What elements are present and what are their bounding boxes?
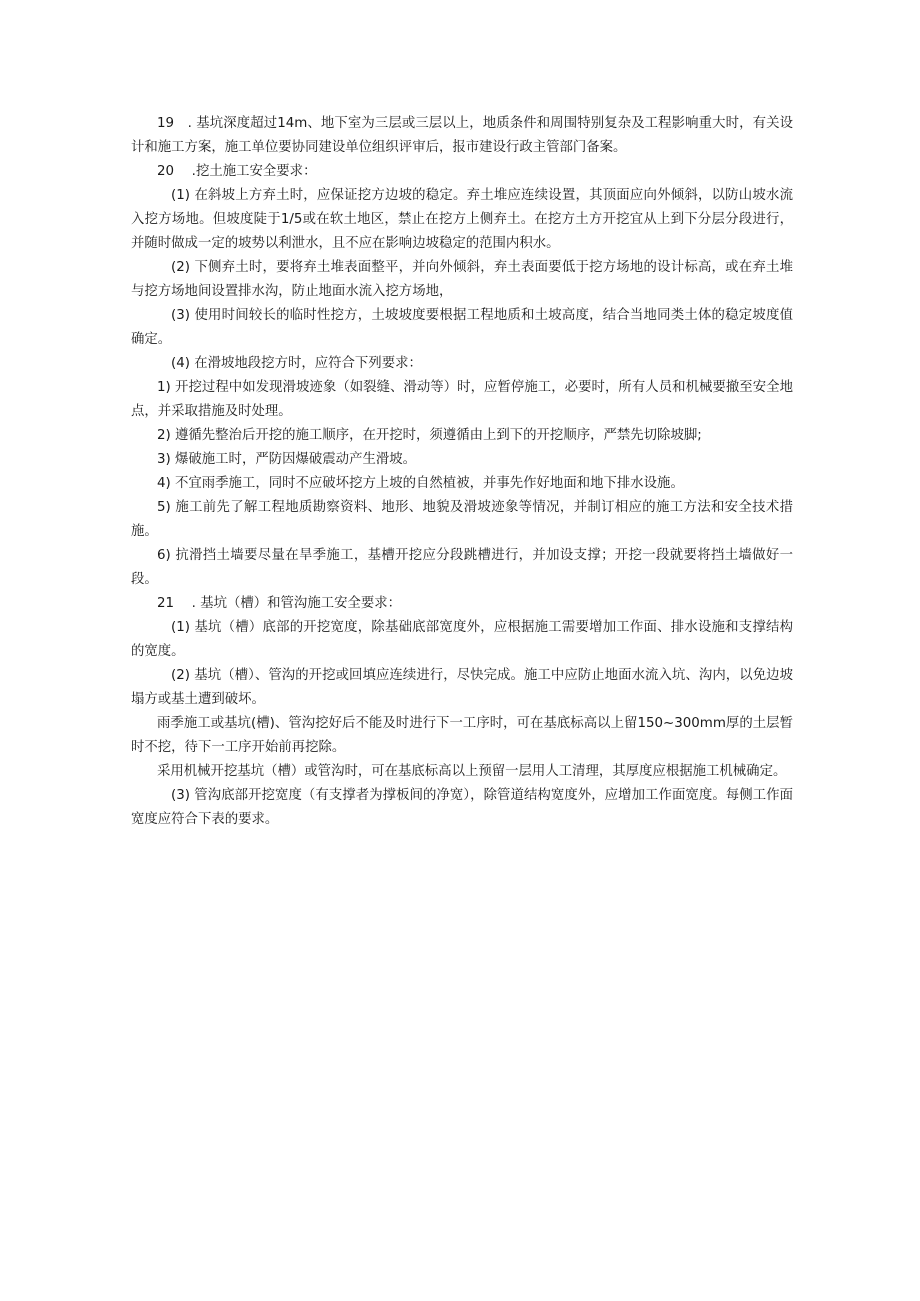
document-body [131,112,793,832]
list-item-5: 5) 施工前先了解工程地质勘察资料、地形、地貌及滑坡迹象等情况，并制订相应的施工方法和安全技术措施。 [131,500,793,539]
heading-21: 21 . 基坑（槽）和管沟施工安全要求： [157,596,402,611]
paragraph-19: 19 . 基坑深度超过14m、地下室为三层或三层以上，地质条件和周围特别复杂及工程影响重大时，有关设计和施工方案，施工单位要协同建设单位组织评审后，报市建设行政主管部门备案。 [131,116,793,155]
paragraph-20-3: (3) 使用时间较长的临时性挖方，土坡坡度要根据工程地质和土坡高度，结合当地同类土体的稳定坡度值确定。 [131,308,793,347]
list-item-4: 4) 不宜雨季施工，同时不应破坏挖方上坡的自然植被，并事先作好地面和地下排水设施。 [157,476,684,491]
paragraph-21-2: (2) 基坑（槽）、管沟的开挖或回填应连续进行，尽快完成。施工中应防止地面水流入坑、沟内，以免边坡塌方或基土遭到破坏。 [131,668,793,707]
paragraph-machine-excavation: 采用机械开挖基坑（槽）或管沟时，可在基底标高以上预留一层用人工清理，其厚度应根据施工机械确定。 [157,764,787,779]
paragraph-20-4: (4) 在滑坡地段挖方时，应符合下列要求： [171,356,422,371]
list-item-6: 6) 抗滑挡土墙要尽量在旱季施工，基槽开挖应分段跳槽进行，并加设支撑；开挖一段就要将挡土墙做好一段。 [131,548,793,587]
paragraph-21-1: (1) 基坑（槽）底部的开挖宽度，除基础底部宽度外，应根据施工需要增加工作面、排水设施和支撑结构的宽度。 [131,620,793,659]
list-item-3: 3) 爆破施工时，严防因爆破震动产生滑坡。 [157,452,417,467]
heading-20: 20 .挖土施工安全要求： [157,164,317,179]
paragraph-21-3: (3) 管沟底部开挖宽度（有支撑者为撑板间的净宽），除管道结构宽度外，应增加工作面宽度。每侧工作面宽度应符合下表的要求。 [131,788,793,827]
list-item-1: 1) 开挖过程中如发现滑坡迹象（如裂缝、滑动等）时，应暂停施工，必要时，所有人员和机械要撤至安全地点，并采取措施及时处理。 [131,380,793,419]
paragraph-20-2: (2) 下侧弃土时，要将弃土堆表面整平，并向外倾斜，弃土表面要低于挖方场地的设计标高，或在弃土堆与挖方场地间设置排水沟，防止地面水流入挖方场地， [131,260,793,299]
paragraph-20-1: (1) 在斜坡上方弃土时，应保证挖方边坡的稳定。弃土堆应连续设置，其顶面应向外倾斜，以防山坡水流入挖方场地。但坡度陡于1/5或在软土地区，禁止在挖方上侧弃土。在挖方土方开挖宜从上到下分层分段进行，并随时做成一定的坡势以利泄水，且不应在影响边坡稳定的范围内积水。 [131,188,793,251]
paragraph-rainy-season: 雨季施工或基坑(槽)、管沟挖好后不能及时进行下一工序时，可在基底标高以上留150~300mm厚的土层暂时不挖，待下一工序开始前再挖除。 [131,716,793,755]
list-item-2: 2) 遵循先整治后开挖的施工顺序，在开挖时，须遵循由上到下的开挖顺序，严禁先切除坡脚; [157,428,702,443]
